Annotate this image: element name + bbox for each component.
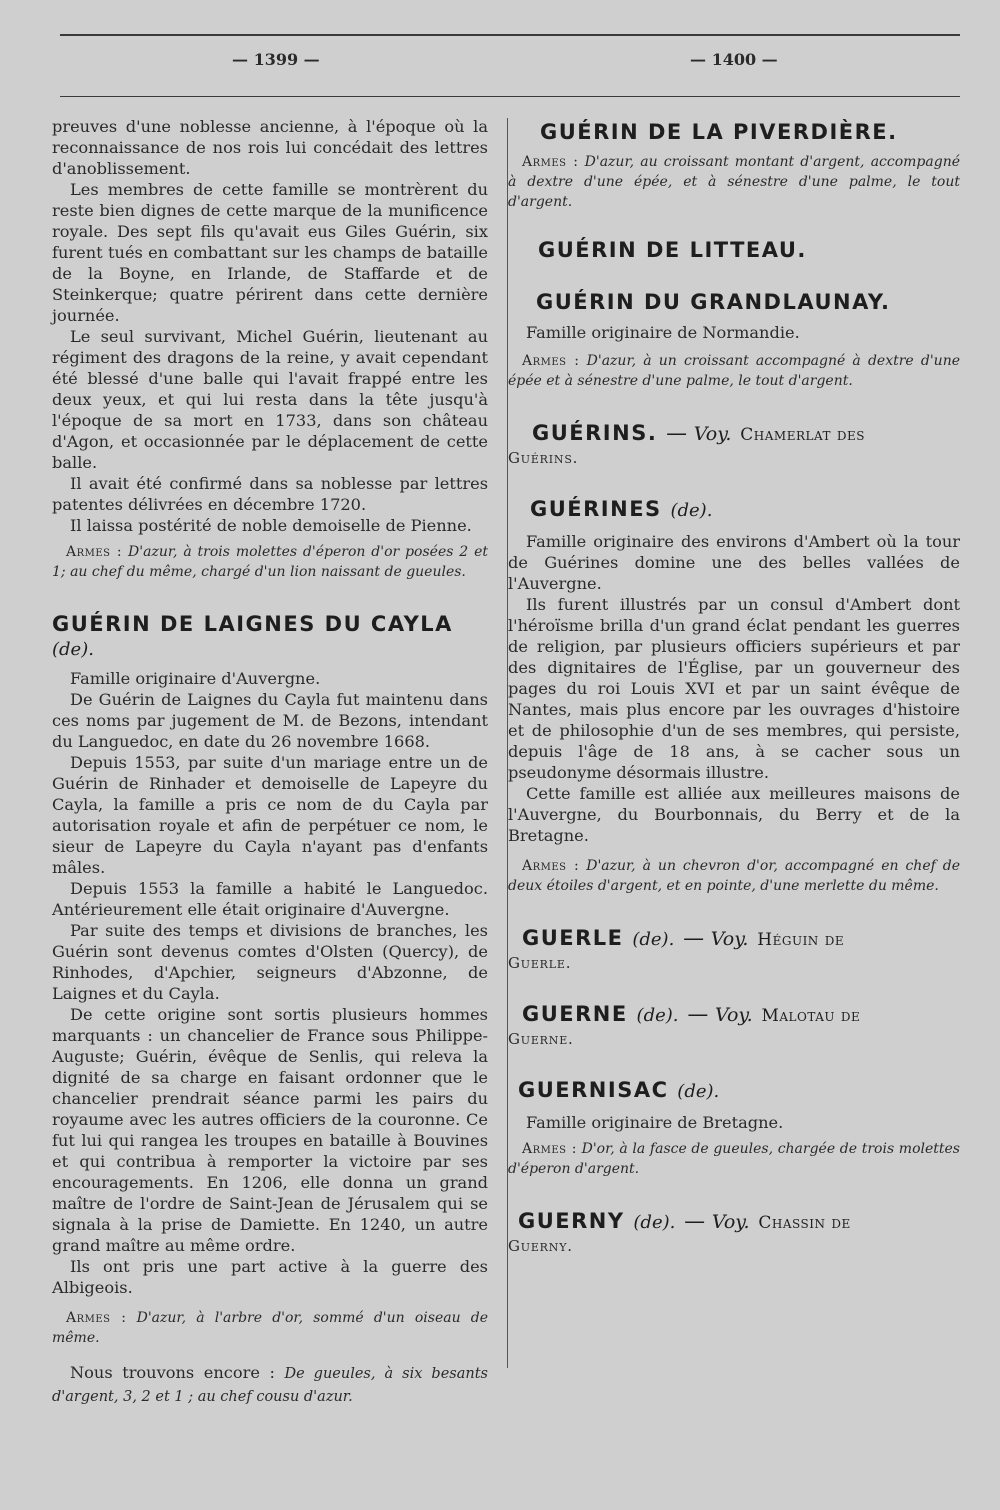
entry-particle: (de). — [636, 1005, 679, 1026]
page-number-right: — 1400 — — [690, 50, 778, 69]
left-column — [52, 116, 488, 1408]
entry-particle: (de). — [633, 1212, 676, 1233]
entry-title: GUERNY — [518, 1209, 625, 1233]
voy-reference: Voy. — [710, 928, 749, 950]
entry-title: GUERNE — [522, 1002, 628, 1026]
entry-particle: (de). — [670, 500, 713, 521]
entry-title: GUÉRINES — [530, 497, 662, 521]
arms-text: D'azur, à trois molettes d'éperon d'or posées 2 et 1; au chef du même, chargé d'un lion naissant de gueules. — [52, 544, 489, 580]
arms-label: Armes : — [522, 154, 579, 170]
encore-text: De gueules, à six besants d'argent, 3, 2 et 1 ; au chef cousu d'azur. — [52, 1366, 488, 1405]
paragraph: Le seul survivant, Michel Guérin, lieutenant au régiment des dragons de la reine, y avait cependant été blessé d'une balle qui l'avait frappé entre les deux yeux, et qui lui resta dans la tête jusqu'à l'époque de sa mort en 1733, dans son château d'Agon, et occasionnée par le déplacement de cette balle. — [52, 327, 488, 472]
entry-heading — [532, 421, 960, 447]
paragraph: Depuis 1553 la famille a habité le Languedoc. Antérieurement elle était originaire d'Auvergne. — [52, 879, 488, 919]
arms-label: Armes : — [522, 353, 580, 369]
entry-title: GUÉRIN DE LAIGNES DU CAYLA — [52, 612, 453, 636]
entry-heading — [530, 497, 960, 523]
header-rule — [60, 96, 960, 97]
paragraph: Famille originaire de Bretagne. — [526, 1113, 784, 1132]
paragraph: Il laissa postérité de noble demoiselle de Pienne. — [70, 516, 472, 535]
entry-title-grandlaunay: GUÉRIN DU GRANDLAUNAY. — [536, 290, 891, 314]
entry-title: GUERNISAC — [518, 1078, 669, 1102]
arms-text: D'azur, au croissant montant d'argent, accompagné à dextre d'une épée, et à sénestre d'une palme, le tout d'argent. — [508, 154, 960, 210]
dash: — — [666, 421, 694, 445]
dash: — — [687, 1002, 715, 1026]
entry-particle: (de). — [52, 639, 94, 660]
arms-text: D'azur, à un chevron d'or, accompagné en chef de deux étoiles d'argent, et en pointe, d'une merlette du même. — [508, 858, 961, 894]
paragraph: Il avait été confirmé dans sa noblesse par lettres patentes délivrées en décembre 1720. — [52, 474, 488, 514]
paragraph: Par suite des temps et divisions de branches, les Guérin sont devenus comtes d'Olsten (Quercy), de Rinhodes, d'Apchier, seigneurs d'Abzonne, de Laignes et du Cayla. — [52, 921, 488, 1003]
arms-label: Armes : — [522, 1141, 577, 1157]
paragraph: Les membres de cette famille se montrèrent du reste bien dignes de cette marque de la munificence royale. Des sept fils qu'avait eus Giles Guérin, six furent tués en combattant sur les champs de bataille de la Boyne, en Irlande, de Staffarde et de Steinkerque; quatre périrent dans cette dernière journée. — [52, 180, 488, 325]
entry-heading — [518, 1209, 960, 1235]
arms-text: D'or, à la fasce de gueules, chargée de trois molettes d'éperon d'argent. — [508, 1141, 960, 1177]
entry-particle: (de). — [677, 1081, 720, 1102]
top-rule — [60, 34, 960, 36]
arms-label: Armes : — [66, 1310, 127, 1326]
paragraph: preuves d'une noblesse ancienne, à l'époque où la reconnaissance de nos rois lui concédait des lettres d'anoblissement. — [52, 117, 488, 178]
entry-title: GUERLE — [522, 926, 624, 950]
entry-guerle — [508, 926, 960, 972]
cross-reference: Héguin de — [757, 930, 845, 950]
cross-reference-continued: Guerny. — [508, 1237, 573, 1255]
entry-heading — [522, 926, 960, 952]
entry-guerins — [508, 421, 960, 467]
dash: — — [684, 1209, 712, 1233]
paragraph: Depuis 1553, par suite d'un mariage entre un de Guérin de Rinhader et demoiselle de Lapeyre du Cayla, la famille a pris ce nom de du Cayla par autorisation royale et afin de perpétuer ce nom, le sieur de Lapeyre du Cayla n'ayant pas d'enfants mâles. — [52, 753, 488, 877]
paragraph: Ils ont pris une part active à la guerre des Albigeois. — [52, 1257, 488, 1297]
arms-label: Armes : — [66, 544, 123, 560]
paragraph: De cette origine sont sortis plusieurs hommes marquants : un chancelier de France sous Philippe-Auguste; Guérin, évêque de Senlis, qui releva la dignité de sa charge en faisant ordonner que le chancelier prendrait séance parmi les pairs du royaume avec les autres officiers de la couronne. Ce fut lui qui rangea les troupes en bataille à Bouvines et qui contribua à remporter la victoire par ses encouragements. En 1206, elle donna un grand maître de l'ordre de Saint-Jean de Jérusalem qui se signala à la prise de Damiette. En 1240, un autre grand maître au même ordre. — [52, 1005, 488, 1255]
paragraph: Famille originaire de Normandie. — [526, 323, 800, 342]
cross-reference-continued: Guerne. — [508, 1030, 574, 1048]
entry-title-piverdiere: GUÉRIN DE LA PIVERDIÈRE. — [540, 120, 898, 144]
entry-title: GUÉRINS. — [532, 421, 658, 445]
entry-guerny — [508, 1209, 960, 1255]
cross-reference: Chassin de — [758, 1213, 851, 1233]
arms-description — [508, 351, 960, 391]
voy-reference: Voy. — [715, 1004, 753, 1026]
paragraph: De Guérin de Laignes du Cayla fut maintenu dans ces noms par jugement de M. de Bezons, intendant du Languedoc, en date du 26 novembre 1668. — [52, 690, 488, 751]
arms-description — [52, 1308, 488, 1348]
cross-reference: Malotau de — [761, 1006, 861, 1026]
arms-label: Armes : — [522, 858, 580, 874]
entry-heading — [518, 1078, 960, 1104]
entry-guernisac — [508, 1078, 960, 1179]
voy-reference: Voy. — [711, 1211, 750, 1233]
entry-guerines — [508, 497, 960, 896]
arms-text: D'azur, à un croissant accompagné à dextre d'une épée et à sénestre d'une palme, le tout d'argent. — [508, 353, 961, 389]
paragraph: Ils furent illustrés par un consul d'Ambert dont l'héroïsme brilla d'un grand éclat pendant les guerres de religion, par plusieurs officiers supérieurs et par des dignitaires de l'Église, par un gouverneur des pages du roi Louis XVI et par un saint évêque de Nantes, mais plus encore par les ouvrages d'histoire et de philosophie d'un de ses membres, qui persiste, depuis l'âge de 18 ans, à se cacher sous un pseudonyme désormais illustre. — [508, 595, 960, 782]
entry-guerne — [508, 1002, 960, 1048]
cross-reference: Chamerlat des — [740, 425, 865, 445]
encore-lead: Nous trouvons encore : — [70, 1363, 275, 1382]
dash: — — [683, 926, 711, 950]
arms-text: D'azur, à l'arbre d'or, sommé d'un oiseau de même. — [52, 1310, 489, 1346]
entry-heading — [52, 612, 488, 662]
entry-heading — [522, 1002, 960, 1028]
cross-reference-continued: Guerle. — [508, 954, 572, 972]
arms-description — [52, 542, 488, 582]
voy-reference: Voy. — [693, 423, 732, 445]
arms-description — [508, 856, 960, 896]
arms-description — [508, 152, 960, 212]
right-column — [508, 116, 960, 1255]
paragraph: Famille originaire des environs d'Ambert où la tour de Guérines domine une des belles vallées de l'Auvergne. — [508, 532, 960, 593]
paragraph: Famille originaire d'Auvergne. — [70, 669, 321, 688]
entry-guerin-de-laignes — [52, 612, 488, 1408]
entry-title-litteau: GUÉRIN DE LITTEAU. — [538, 238, 807, 262]
paragraph: Cette famille est alliée aux meilleures maisons de l'Auvergne, du Bourbonnais, du Berry et de la Bretagne. — [508, 784, 960, 845]
entry-particle: (de). — [632, 929, 675, 950]
cross-reference-continued: Guérins. — [508, 449, 579, 467]
paragraph — [52, 1362, 488, 1408]
arms-description — [508, 1139, 960, 1179]
page-number-left: — 1399 — — [232, 50, 320, 69]
